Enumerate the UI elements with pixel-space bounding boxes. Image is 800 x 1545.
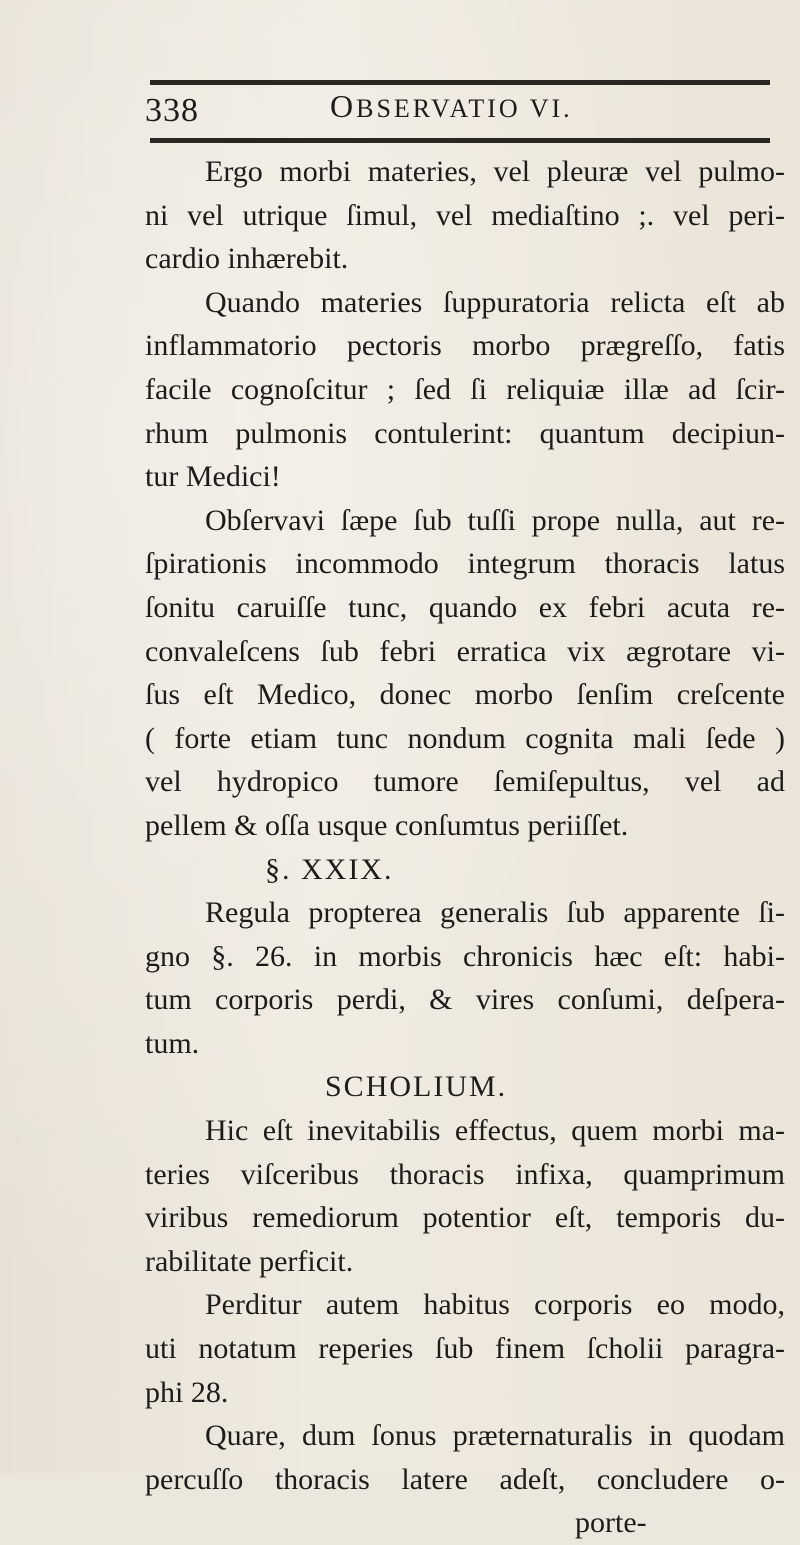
text-line: Regula propterea generalis ſub apparente ſi- — [205, 896, 785, 930]
body-text — [145, 150, 785, 1545]
text-line: ( forte etiam tunc nondum cognita mali ſede ) — [145, 721, 785, 755]
text-line: Hic eſt inevitabilis effectus, quem morbi ma- — [205, 1114, 785, 1148]
text-line: Perditur autem habitus corporis eo modo, — [205, 1288, 785, 1322]
text-line: uti notatum reperies ſub finem ſcholii paragra- — [145, 1332, 785, 1366]
text-line: rabilitate perficit. — [145, 1244, 354, 1278]
text-line: teries viſceribus thoracis infixa, quamprimum — [145, 1157, 785, 1191]
running-head-rest: BSERVATIO VI. — [356, 94, 573, 123]
section-heading: §. XXIX. — [265, 852, 394, 886]
running-head-initial: O — [330, 88, 357, 124]
text-line: inflammatorio pectoris morbo prægreſſo, fatis — [145, 329, 785, 363]
header-top-rule — [150, 80, 770, 85]
text-line: Ergo morbi materies, vel pleuræ vel pulmo- — [205, 155, 785, 188]
page-number: 338 — [145, 92, 199, 129]
catchword: porte- — [575, 1506, 647, 1540]
text-line: rhum pulmonis contulerint: quantum decipiun- — [145, 416, 785, 450]
text-line: percuſſo thoracis latere adeſt, concludere o- — [145, 1462, 785, 1496]
text-line: Quando materies ſuppuratoria relicta eſt ab — [205, 285, 785, 319]
text-line: Quare, dum ſonus præternaturalis in quodam — [205, 1419, 785, 1453]
header-bottom-rule — [150, 138, 770, 143]
text-line: gno §. 26. in morbis chronicis hæc eſt: habi- — [145, 939, 785, 973]
text-line: tum corporis perdi, & vires conſumi, deſpera- — [145, 983, 785, 1017]
text-line: Obſervavi ſæpe ſub tuſſi prope nulla, aut re- — [205, 503, 785, 537]
text-line: cardio inhærebit. — [145, 242, 349, 276]
text-line: ſus eſt Medico, donec morbo ſenſim creſcente — [145, 678, 785, 712]
text-line: phi 28. — [145, 1375, 229, 1409]
text-line: convaleſcens ſub febri erratica vix ægrotare vi- — [145, 634, 785, 668]
text-line: tum. — [145, 1026, 200, 1060]
scholium-heading: SCHOLIUM. — [325, 1070, 508, 1104]
text-line: ſpirationis incommodo integrum thoracis latus — [145, 547, 785, 581]
text-line: vel hydropico tumore ſemiſepultus, vel ad — [145, 765, 785, 799]
running-head — [330, 88, 573, 125]
text-line: pellem & oſſa usque conſumtus periiſſet. — [145, 808, 629, 842]
text-line: tur Medici! — [145, 460, 281, 494]
text-line: viribus remediorum potentior eſt, temporis du- — [145, 1201, 785, 1235]
text-line: facile cognoſcitur ; ſed ſi reliquiæ illæ ad ſcir- — [145, 372, 785, 406]
text-line: ni vel utrique ſimul, vel mediaſtino ;. vel peri- — [145, 198, 785, 232]
text-line: ſonitu caruiſſe tunc, quando ex febri acuta re- — [145, 590, 785, 624]
